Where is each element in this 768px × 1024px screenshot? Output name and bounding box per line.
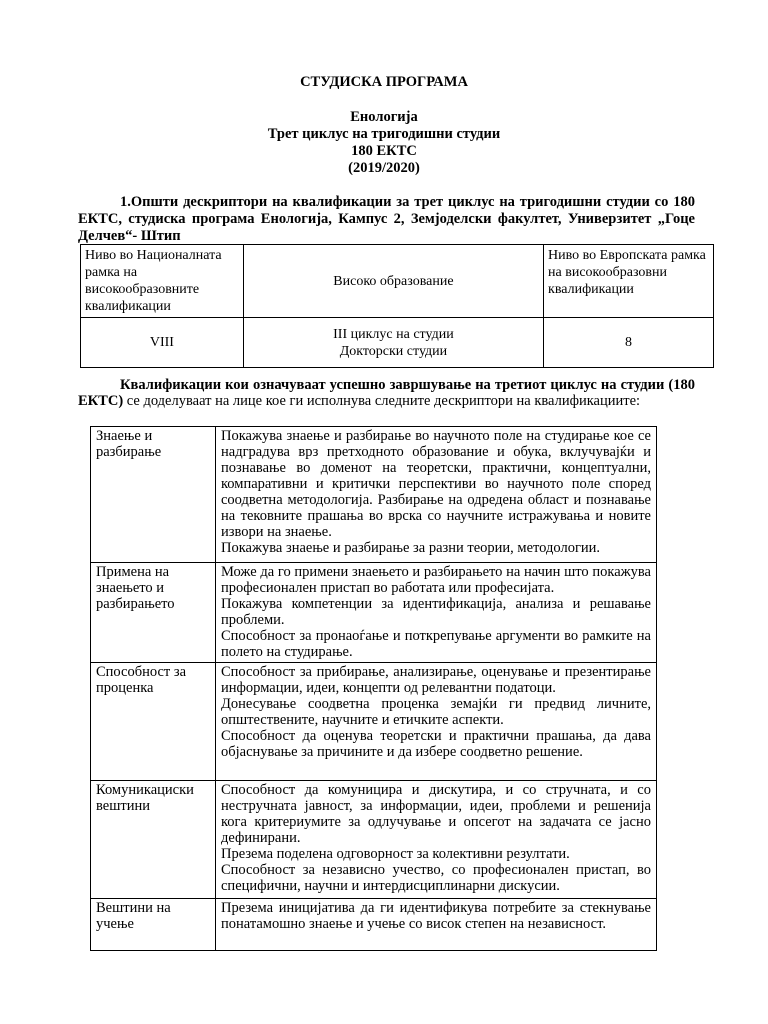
qualification-name: Вештини на учење xyxy=(91,899,216,951)
document-title: СТУДИСКА ПРОГРАМА xyxy=(300,74,468,90)
education-type: Докторски студии xyxy=(339,343,448,359)
level-table-row xyxy=(81,318,714,368)
qualification-description xyxy=(216,663,657,781)
qualification-name: Комуникациски вештини xyxy=(91,781,216,899)
education-cycle: III циклус на студии xyxy=(333,326,454,342)
qualification-paragraph: Може да го примени знаењето и разбирањето на начин што покажува професионален пристап во работата или професијата. xyxy=(221,564,651,596)
descriptors-heading: 1.Општи дескриптори на квалификации за трет циклус на тригодишни студии со 180 ЕКТС, студиска програма Енологија, Кампус 2, Земјоделски факултет, Универзитет „Гоце Делчев“- Штип xyxy=(78,194,695,244)
qualification-row xyxy=(91,563,657,663)
qualification-name: Способност за проценка xyxy=(91,663,216,781)
qualification-paragraph: Презема поделена одговорност за колективни резултати. xyxy=(221,846,570,862)
qualifications-intro xyxy=(78,377,695,409)
national-level-value: VIII xyxy=(81,318,244,368)
qualifications-intro-bold: Квалификации кои означуваат успешно завршување на третиот циклус на студии (180 ЕКТС) xyxy=(78,377,695,409)
qualification-paragraph: Способност за независно учество, со професионален пристап, во специфични, научни и интердисциплинарни дискусии. xyxy=(221,862,651,894)
qualification-paragraph: Покажува знаење и разбирање во научното поле на студирање кое се надградува врз претходното образование и обука, вклучувајќи и познавање во доменот на теоретски, практични, концептуални, компаративни и критички перспективи во научното поле според соодветна методологија. Разбирање на одредена област и познавање на тековните прашања во врска со научните истражувања и новите извори на знаење. xyxy=(221,428,651,540)
qualification-paragraph: Способност да комуницира и дискутира, и со стручната, и со нестручната јавност, за информации, идеи, проблеми и решенија кога критериумите за одлучување и опсегот на задачата се јасно дефинирани. xyxy=(221,782,651,846)
qualification-description xyxy=(216,781,657,899)
level-table xyxy=(80,244,714,368)
qualification-description xyxy=(216,563,657,663)
qualification-description xyxy=(216,899,657,951)
qualification-name: Примена на знаењето и разбирањето xyxy=(91,563,216,663)
qualification-description xyxy=(216,427,657,563)
qualification-row xyxy=(91,663,657,781)
qualification-paragraph: Способност за пронаоѓање и поткрепување аргументи во рамките на полето на студирање. xyxy=(221,628,651,660)
qualification-row xyxy=(91,781,657,899)
qualification-paragraph: Донесување соодветна проценка земајќи ги предвид личните, општествените, научните и етичките аспекти. xyxy=(221,696,651,728)
education-header: Високо образование xyxy=(243,245,543,318)
qualification-name: Знаење и разбирање xyxy=(91,427,216,563)
qualification-row xyxy=(91,899,657,951)
european-framework-header: Ниво во Европската рамка на високообразовни квалификации xyxy=(544,245,714,318)
level-table-header-row xyxy=(81,245,714,318)
national-framework-header: Ниво во Националната рамка на високообразовните квалификации xyxy=(81,245,244,318)
qualification-paragraph: Покажува знаење и разбирање за разни теории, методологии. xyxy=(221,540,601,556)
qualification-paragraph: Способност да оценува теоретски и практични прашања, да дава објаснување за причините и да избере соодветно решение. xyxy=(221,728,651,760)
education-level-value xyxy=(243,318,543,368)
european-level-value: 8 xyxy=(544,318,714,368)
study-cycle: Трет циклус на тригодишни студии xyxy=(267,126,501,142)
program-name: Енологија xyxy=(350,109,418,125)
academic-year: (2019/2020) xyxy=(348,160,420,176)
qualification-row xyxy=(91,427,657,563)
credits: 180 ЕКТС xyxy=(351,143,417,159)
qualification-paragraph: Покажува компетенции за идентификација, анализа и решавање проблеми. xyxy=(221,596,651,628)
qualifications-intro-rest: се доделуваат на лице кое ги исполнува следните дескриптори на квалификациите: xyxy=(123,393,641,409)
qualifications-table xyxy=(90,426,657,951)
qualification-paragraph: Презема иницијатива да ги идентификува потребите за стекнување понатамошно знаење и учење со висок степен на независност. xyxy=(221,900,651,932)
qualification-paragraph: Способност за прибирање, анализирање, оценување и презентирање информации, идеи, концепти од релевантни податоци. xyxy=(221,664,651,696)
